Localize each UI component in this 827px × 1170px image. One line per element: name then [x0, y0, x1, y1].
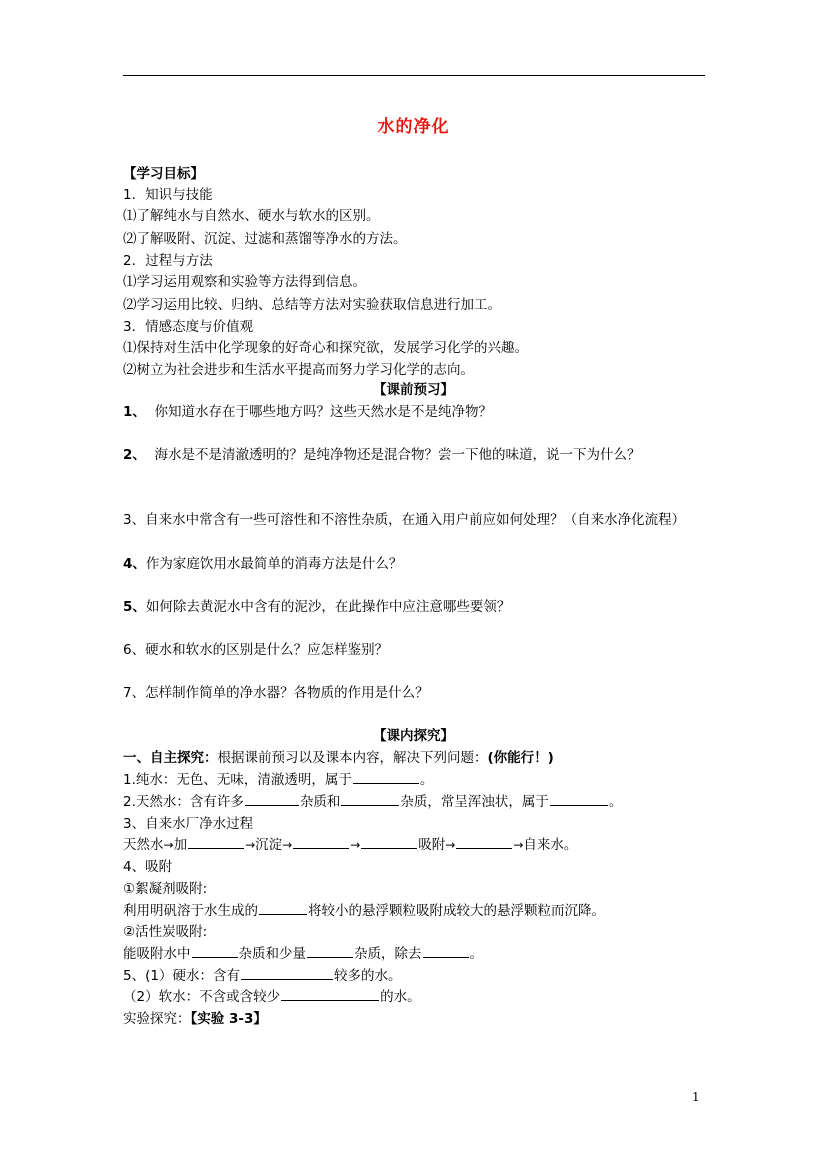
line-text: 杂质，常呈浑浊状，属于 — [400, 794, 549, 810]
intro-tail: (你能行！) — [487, 750, 554, 766]
objective-line: ⑵学习运用比较、归纳、总结等方法对实验获取信息进行加工。 — [123, 297, 501, 313]
line-text: 杂质和少量 — [238, 946, 306, 962]
objective-line: 2．过程与方法 — [123, 253, 213, 269]
flocculant-line — [123, 902, 605, 920]
question-text: 你知道水存在于哪些地方吗？这些天然水是不是纯净物？ — [154, 404, 492, 420]
line-text: 杂质和 — [299, 794, 341, 810]
soft-water-line — [123, 988, 421, 1006]
line-text: 自来水。 — [523, 837, 578, 853]
fill-blank[interactable] — [245, 793, 299, 806]
preview-question-5 — [123, 598, 510, 616]
fill-blank[interactable] — [293, 836, 349, 849]
document-title: 水的净化 — [377, 117, 450, 137]
objectives-heading: 【学习目标】 — [123, 166, 204, 182]
objective-line: ⑵树立为社会进步和生活水平提高而努力学习化学的志向。 — [123, 362, 474, 378]
line-text: 1.纯水：无色、无味，清澈透明，属于 — [123, 772, 352, 788]
line-text: 实验探究： — [123, 1011, 191, 1027]
fill-blank[interactable] — [241, 967, 333, 980]
header-rule — [123, 75, 705, 76]
inclass-intro — [123, 749, 554, 767]
intro-label: 一、自主探究： — [123, 750, 218, 766]
line-text: 吸附 — [418, 837, 446, 853]
line-text: 。 — [419, 772, 434, 788]
line-text: 沉淀 — [255, 837, 283, 853]
question-number: 5、 — [123, 599, 146, 615]
carbon-line — [123, 945, 483, 963]
fill-blank[interactable] — [550, 793, 608, 806]
water-plant-flow — [123, 836, 577, 854]
arrow-icon: → — [163, 838, 174, 852]
question-text: 海水是不是清澈透明的？是纯净物还是混合物？尝一下他的味道，说一下为什么？ — [154, 447, 641, 463]
line-text: 2.天然水：含有许多 — [123, 794, 244, 810]
preview-question-2 — [123, 446, 641, 464]
fill-blank[interactable] — [341, 793, 399, 806]
intro-text: 根据课前预习以及课本内容，解决下列问题： — [217, 750, 488, 766]
line-text: 利用明矾溶于水生成的 — [123, 903, 258, 919]
arrow-icon: → — [350, 838, 361, 852]
objective-line: 3．情感态度与价值观 — [123, 319, 254, 335]
flocculant-title: ①絮凝剂吸附: — [123, 881, 208, 897]
fill-blank[interactable] — [192, 945, 238, 958]
fill-blank[interactable] — [361, 836, 417, 849]
preview-question-3: 3、自来水中常含有一些可溶性和不溶性杂质，在通入用户前应如何处理？（自来水净化流程） — [123, 512, 686, 528]
experiment-line — [123, 1010, 267, 1028]
question-number: 2、 — [123, 447, 146, 463]
pure-water-line — [123, 771, 433, 789]
fill-blank[interactable] — [353, 771, 419, 784]
arrow-icon: → — [282, 838, 293, 852]
natural-water-line — [123, 793, 622, 811]
line-text: 杂质，除去 — [354, 946, 422, 962]
arrow-icon: → — [445, 838, 456, 852]
objective-line: ⑵了解吸附、沉淀、过滤和蒸馏等净水的方法。 — [123, 231, 407, 247]
line-text: 的水。 — [380, 989, 421, 1005]
question-number: 1、 — [123, 404, 146, 420]
preview-question-4 — [123, 555, 402, 573]
inclass-heading: 【课内探究】 — [373, 728, 454, 744]
preview-question-1 — [123, 403, 492, 421]
line-text: 较多的水。 — [333, 968, 402, 984]
line-text: 将较小的悬浮颗粒吸附成较大的悬浮颗粒而沉降。 — [308, 903, 605, 919]
question-number: 4、 — [123, 556, 146, 572]
preview-question-6: 6、硬水和软水的区别是什么？应怎样鉴别？ — [123, 642, 389, 658]
fill-blank[interactable] — [423, 945, 469, 958]
fill-blank[interactable] — [281, 988, 379, 1001]
objective-line: ⑴学习运用观察和实验等方法得到信息。 — [123, 274, 366, 290]
question-text: 如何除去黄泥水中含有的泥沙，在此操作中应注意哪些要领？ — [145, 599, 511, 615]
line-text: 5、(1）硬水：含有 — [123, 968, 240, 984]
carbon-title: ②活性炭吸附: — [123, 924, 208, 940]
line-text: 。 — [469, 946, 483, 962]
page-number: 1 — [692, 1090, 700, 1104]
line-text: 。 — [608, 794, 623, 810]
water-plant-title: 3、自来水厂净水过程 — [123, 816, 254, 832]
preview-heading: 【课前预习】 — [373, 382, 454, 398]
line-text: （2）软水：不含或含较少 — [123, 989, 281, 1005]
question-text: 作为家庭饮用水最简单的消毒方法是什么？ — [145, 556, 403, 572]
line-text: 加 — [173, 837, 188, 853]
line-text: 天然水 — [123, 837, 164, 853]
hard-water-line — [123, 967, 401, 985]
fill-blank[interactable] — [259, 902, 307, 915]
fill-blank[interactable] — [188, 836, 244, 849]
arrow-icon: → — [513, 838, 524, 852]
objective-line: ⑴保持对生活中化学现象的好奇心和探究欲，发展学习化学的兴趣。 — [123, 340, 528, 356]
experiment-label: 【实验 3-3】 — [190, 1011, 267, 1027]
adsorption-title: 4、吸附 — [123, 859, 173, 875]
objective-line: 1．知识与技能 — [123, 187, 213, 203]
objective-line: ⑴了解纯水与自然水、硬水与软水的区别。 — [123, 208, 380, 224]
line-text: 能吸附水中 — [123, 946, 191, 962]
fill-blank[interactable] — [307, 945, 353, 958]
arrow-icon: → — [245, 838, 256, 852]
fill-blank[interactable] — [456, 836, 512, 849]
preview-question-7: 7、怎样制作简单的净水器？各物质的作用是什么？ — [123, 685, 429, 701]
